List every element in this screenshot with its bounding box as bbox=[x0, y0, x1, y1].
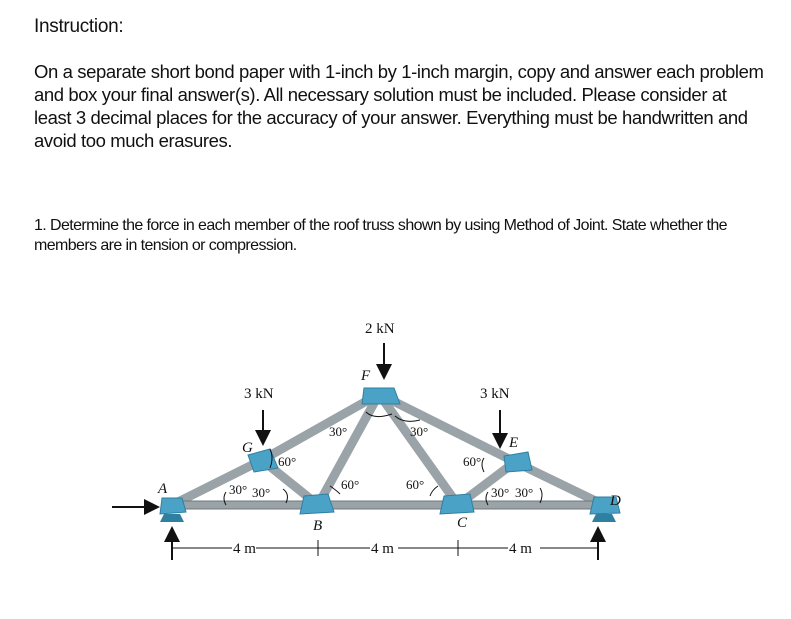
supports bbox=[160, 514, 616, 522]
gusset-c bbox=[440, 494, 474, 514]
angle-b-60: 60° bbox=[341, 477, 360, 492]
angle-f-30-left: 30° bbox=[329, 424, 348, 439]
angle-a-30: 30° bbox=[229, 482, 248, 497]
angle-gb-30: 30° bbox=[252, 485, 271, 500]
gusset-a bbox=[160, 498, 186, 514]
member-ag bbox=[172, 460, 262, 505]
angle-f-30-right: 30° bbox=[410, 424, 429, 439]
gusset-f bbox=[362, 388, 400, 404]
joint-b-label: B bbox=[313, 518, 323, 534]
dimension-span-3: 4 m bbox=[509, 541, 532, 557]
load-left-label: 3 kN bbox=[244, 386, 274, 402]
load-right-label: 3 kN bbox=[480, 386, 510, 402]
truss-figure bbox=[0, 300, 791, 590]
problem-statement: 1. Determine the force in each member of the roof truss shown by using Method of Joint. State whether the members are in tension or compression. bbox=[34, 217, 727, 254]
support-a bbox=[160, 514, 184, 522]
joint-g-label: G bbox=[242, 440, 253, 456]
angle-d-30-left: 30° bbox=[491, 485, 510, 500]
angle-c-60: 60° bbox=[406, 477, 425, 492]
instruction-heading: Instruction: bbox=[34, 16, 124, 37]
joint-d-label: D bbox=[610, 493, 621, 509]
joint-a-label: A bbox=[158, 481, 168, 497]
angle-d-30-right: 30° bbox=[515, 485, 534, 500]
instruction-paragraph: On a separate short bond paper with 1-inch by 1-inch margin, copy and answer each problem and box your final answer(s). All necessary solution must be included. Please consider at least 3 decimal places for the accuracy of your answer. Everything must be handwritten and avoid too much erasures. bbox=[34, 61, 764, 151]
angle-g-60: 60° bbox=[278, 454, 297, 469]
dimension-span-2: 4 m bbox=[371, 541, 394, 557]
load-top-label: 2 kN bbox=[365, 321, 395, 337]
joint-c-label: C bbox=[457, 515, 468, 531]
joint-e-label: E bbox=[509, 435, 519, 451]
angle-e-60: 60° bbox=[463, 454, 482, 469]
joint-f-label: F bbox=[361, 368, 371, 384]
support-d bbox=[592, 514, 616, 522]
dimension-span-1: 4 m bbox=[233, 541, 256, 557]
gusset-b bbox=[300, 494, 334, 514]
gusset-e bbox=[504, 452, 532, 472]
